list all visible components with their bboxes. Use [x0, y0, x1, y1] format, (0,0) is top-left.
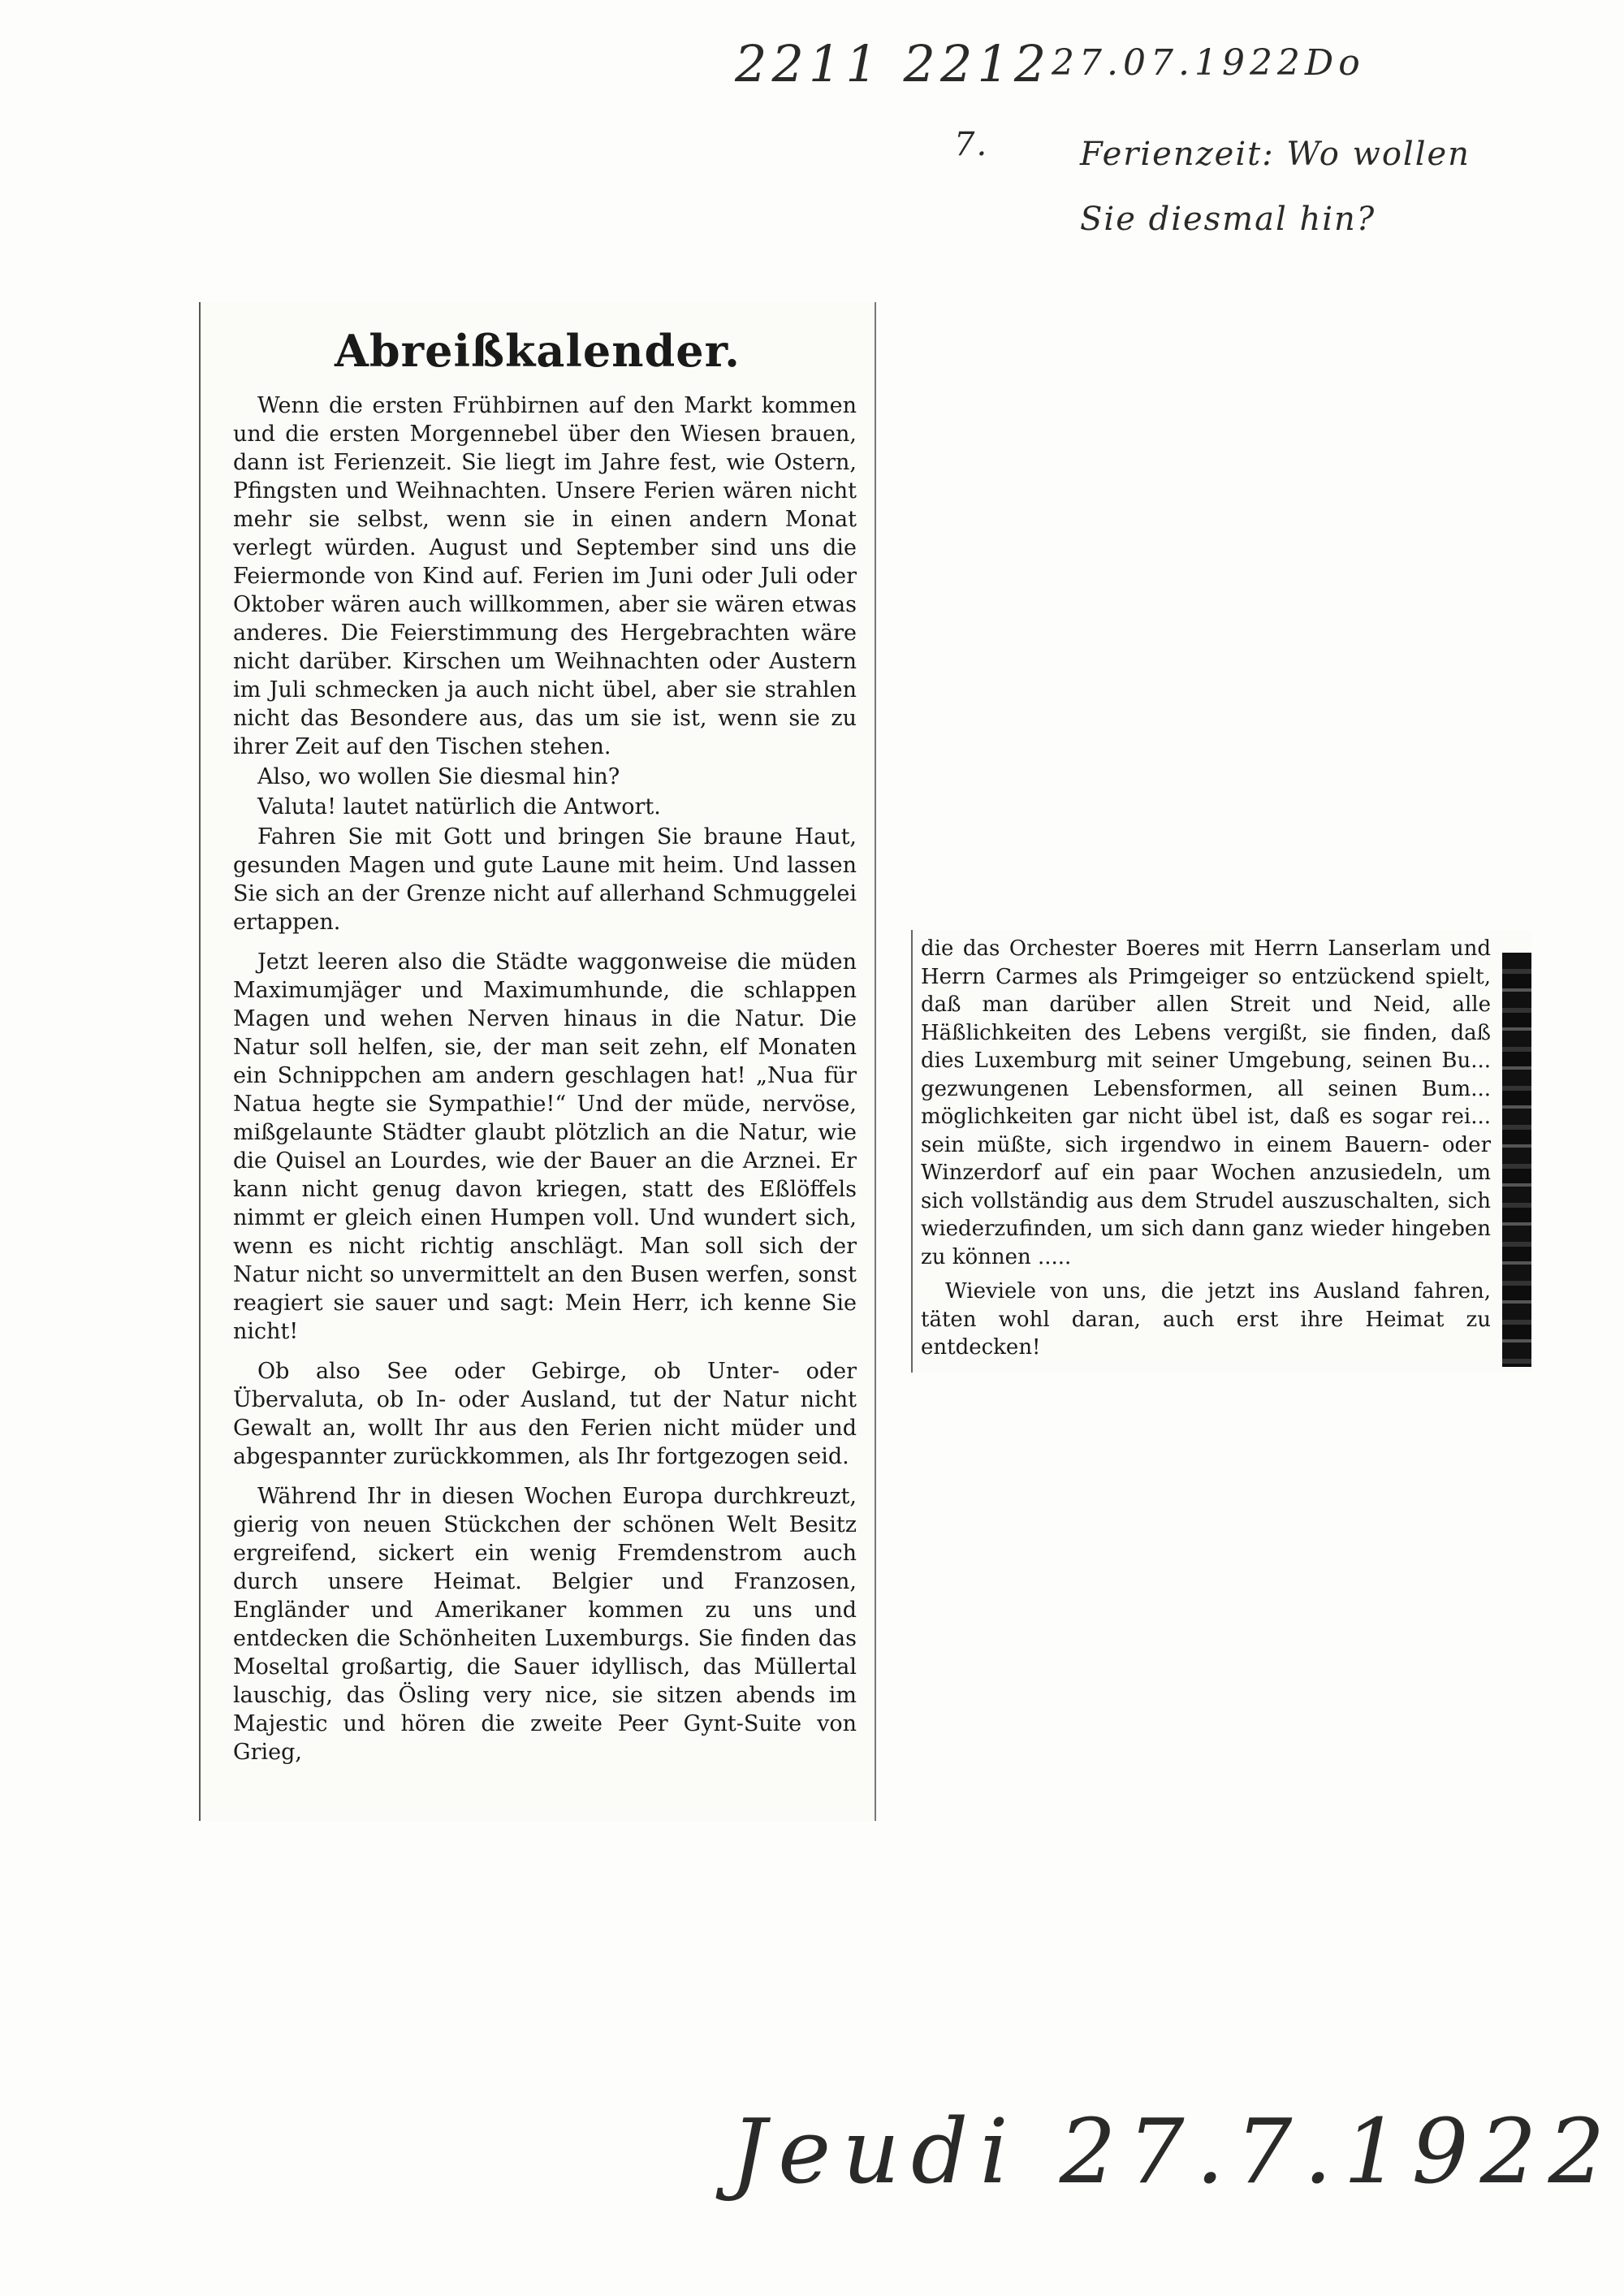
article-paragraph: Fahren Sie mit Gott und bringen Sie braune Haut, gesunden Magen und gute Laune mit heim. Und lassen Sie sich an der Grenze nicht auf allerhand Schmuggelei ertappen. — [233, 824, 857, 935]
article-headline: Abreißkalender. — [335, 325, 741, 377]
article-paragraph: Jetzt leeren also die Städte waggonweise die müden Maximumjäger und Maximumhunde, die schlappen Magen und wehen Nerven hinaus in die Natur. Die Natur soll helfen, sie, der man seit zehn, elf Monaten ein Schnippchen am andern geschlagen hat! „Nua für Natua hegte sie Sympathie!“ Und der müde, nervöse, mißgelaunte Städter glaubt plötzlich an die Natur, wie die Quisel an Lourdes, wie der Bauer an die Arznei. Er kann nicht genug davon kriegen, statt des Eßlöffels nimmt er gleich einen Humpen voll. Und wundert sich, wenn es nicht richtig anschlägt. Man soll sich der Natur nicht so unvermittelt an den Busen werfen, sonst reagiert sie sauer und sagt: Mein Herr, ich kenne Sie nicht! — [233, 949, 857, 1344]
article-paragraph: Also, wo wollen Sie diesmal hin? — [257, 764, 620, 789]
newspaper-clipping-main — [199, 302, 876, 1821]
handwritten-date-bottom: Jeudi 27.7.1922 — [731, 2099, 1617, 2203]
article-paragraph: Valuta! lautet natürlich die Antwort. — [257, 794, 661, 819]
handwritten-date-top: 27.07.1922Do — [1052, 42, 1365, 84]
continuation-paragraph: die das Orchester Boeres mit Herrn Lanserlam und Herrn Carmes als Primgeiger so entzückend spielt, daß man darüber allen Streit und Neid, alle Häßlichkeiten des Lebens vergißt, sie finden, daß dies Luxemburg mit seiner Umgebung, seinen Bu... gezwungenen Lebensformen, all seinen Bum... möglichkeiten gar nicht übel ist, daß es sogar rei... sein müßte, sich irgendwo in einem Bauern- oder Winzerdorf auf ein paar Wochen anzusiedeln, um sich vollständig aus dem Strudel auszuschalten, sich wiederzufinden, um sich dann ganz wieder hingeben zu können ..... — [921, 936, 1491, 1269]
handwritten-topic-note: Ferienzeit: Wo wollen Sie diesmal hin? — [1080, 136, 1471, 238]
article-paragraph: Ob also See oder Gebirge, ob Unter- oder Übervaluta, ob In- oder Ausland, tut der Natur nicht Gewalt an, wollt Ihr aus den Ferien nicht müder und abgespannter zurückkommen, als Ihr fortgezogen seid. — [233, 1359, 857, 1469]
newspaper-clipping-continuation — [911, 930, 1531, 1373]
clipping-dark-edge — [1502, 953, 1531, 1367]
article-paragraph: Während Ihr in diesen Wochen Europa durchkreuzt, gierig von neuen Stückchen der schönen Welt Besitz ergreifend, sickert ein wenig Fremdenstrom auch durch unsere Heimat. Belgier und Franzosen, Engländer und Amerikaner kommen zu uns und entdecken die Schönheiten Luxemburgs. Sie finden das Moseltal großartig, die Sauer idyllisch, das Müllertal lauschig, das Ösling very nice, sie sitzen abends im Majestic und hören die zweite Peer Gynt-Suite von Grieg, — [233, 1484, 857, 1765]
handwritten-archive-numbers: 2211 2212 — [735, 34, 1052, 93]
article-paragraph: Wenn die ersten Frühbirnen auf den Markt kommen und die ersten Morgennebel über den Wiesen brauen, dann ist Ferienzeit. Sie liegt im Jahre fest, wie Ostern, Pfingsten und Weihnachten. Unsere Ferien wären nicht mehr sie selbst, wenn sie in einen andern Monat verlegt würden. August und September sind uns die Feiermonde von Kind auf. Ferien im Juni oder Juli oder Oktober wären auch willkommen, aber sie wären etwas anderes. Die Feierstimmung des Hergebrachten wäre nicht darüber. Kirschen um Weihnachten oder Austern im Juli schmecken ja auch nicht übel, aber sie strahlen nicht das Besondere aus, das um sie ist, wenn sie zu ihrer Zeit auf den Tischen stehen. — [233, 393, 857, 759]
continuation-paragraph: Wieviele von uns, die jetzt ins Ausland fahren, täten wohl daran, auch erst ihre Heimat zu entdecken! — [921, 1279, 1491, 1360]
handwritten-item-number: 7. — [954, 126, 989, 163]
